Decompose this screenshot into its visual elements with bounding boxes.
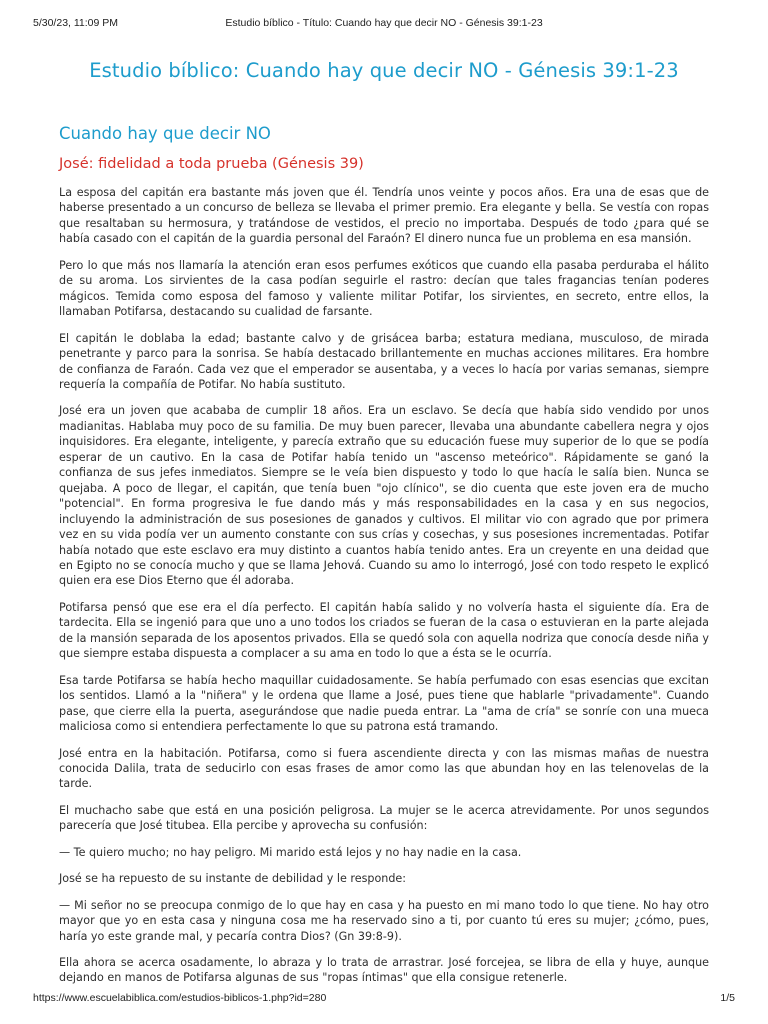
paragraph-1: La esposa del capitán era bastante más joven que él. Tendría unos veinte y pocos años. Era una de esas que de haberse presentado a un concurso de belleza se llevaba el primer premio. Era elegante y bella. Se vestía con ropas que resaltaban su hermosura, y tratándose de vestidos, el precio no importaba. Después de todo ¿para qué se había casado con el capitán de la guardia personal del Faraón? El dinero nunca fue un problema en esa mansión. xyxy=(59,186,709,246)
print-document-title: Estudio bíblico - Título: Cuando hay que decir NO - Génesis 39:1-23 xyxy=(225,17,543,29)
paragraph-11-dialogue: — Mi señor no se preocupa conmigo de lo que hay en casa y ha puesto en mi mano todo lo que tiene. No hay otro mayor que yo en esta casa y ninguna cosa me ha reservado sino a ti, por cuanto tú eres su mujer; ¿cómo, pues, haría yo este grande mal, y pecaría contra Dios? (Gn 39:8-9). xyxy=(59,898,709,943)
print-footer xyxy=(33,992,735,1006)
paragraph-2: Pero lo que más nos llamaría la atención eran esos perfumes exóticos que cuando ella pasaba perduraba el hálito de su aroma. Los sirvientes de la casa podían seguirle el rastro: decían que tales fragancias tenían poderes mágicos. Temida como esposa del famoso y valiente militar Potifar, los sirvientes, en secreto, entre ellos, la llamaban Potifarsa, destacando su cualidad de farsante. xyxy=(59,258,709,319)
paragraph-12: Ella ahora se acerca osadamente, lo abraza y lo trata de arrastrar. José forcejea, se libra de ella y huye, aunque dejando en manos de Potifarsa algunas de sus "ropas íntimas" que ella consigue retenerle. xyxy=(59,956,709,985)
paragraph-9-dialogue: — Te quiero mucho; no hay peligro. Mi marido está lejos y no hay nadie en la casa. xyxy=(59,845,522,859)
paragraph-10: José se ha repuesto de su instante de debilidad y le responde: xyxy=(59,872,406,886)
page-url: https://www.escuelabiblica.com/estudios-biblicos-1.php?id=280 xyxy=(33,992,327,1004)
paragraph-4: José era un joven que acababa de cumplir 18 años. Era un esclavo. Se decía que había sido vendido por unos madianitas. Hablaba muy poco de su familia. De muy buen parecer, llevaba una abundante cabellera negra y ojos inquisidores. Era elegante, inteligente, y parecía extraño que su educación fuese muy superior de lo que se podía esperar de un cautivo. En la casa de Potifar había tenido un "ascenso meteórico". Rápidamente se ganó la confianza de sus jefes inmediatos. Siempre se le veía bien dispuesto y todo lo que hacía le salía bien. Nunca se quejaba. A poco de llegar, el capitán, que tenía buen "ojo clínico", se dio cuenta que este joven era de mucho "potencial". En forma progresiva le fue dando más y más responsabilidades en la casa y en sus negocios, incluyendo la administración de sus posesiones de ganados y cultivos. El militar vio con agrado que por primera vez en su vida podía ver un aumento constante con sus crías y cosechas, y sus posesiones incrementadas. Potifar había notado que este esclavo era muy distinto a cuantos había tenido antes. Era un creyente en una deidad que en Egipto no se conocía mucho y que se llama Jehová. Cuando su amo lo interrogó, José con todo respeto le explicó quien era ese Dios Eterno que él adoraba. xyxy=(59,404,709,588)
subsection-title: José: fidelidad a toda prueba (Génesis 39) xyxy=(59,156,364,172)
paragraph-5: Potifarsa pensó que ese era el día perfecto. El capitán había salido y no volvería hasta el siguiente día. Era de tardecita. Ella se ingenió para que uno a uno todos los criados se fueran de la casa o estuvieran en la parte alejada de la mansión separada de los aposentos privados. Ella se quedó sola con aquella nodriza que conocía desde niña y que siempre estaba dispuesta a complacer a su ama en todo lo que a ésta se le ocurría. xyxy=(59,600,709,661)
paragraph-8: El muchacho sabe que está en una posición peligrosa. La mujer se le acerca atrevidamente. Por unos segundos parecería que José titubea. Ella percibe y aprovecha su confusión: xyxy=(59,803,709,833)
paragraph-6: Esa tarde Potifarsa se había hecho maquillar cuidadosamente. Se había perfumado con esas esencias que excitan los sentidos. Llamó a la "niñera" y le ordena que llame a José, pues tiene que hablarle "privadamente". Cuando pase, que cierre ella la puerta, asegurándose que nadie pueda entrar. La "ama de cría" se sonríe con una mueca maliciosa como si entendiera perfectamente lo que su patrona está tramando. xyxy=(59,673,709,734)
print-header xyxy=(33,17,735,31)
page-title: Estudio bíblico: Cuando hay que decir NO - Génesis 39:1-23 xyxy=(89,59,679,82)
paragraph-7: José entra en la habitación. Potifarsa, como si fuera ascendiente directa y con las mismas mañas de nuestra conocida Dalila, trata de seducirlo con esas frases de amor como las que abundan hoy en las telenovelas de la tarde. xyxy=(59,746,709,791)
print-date: 5/30/23, 11:09 PM xyxy=(33,17,119,29)
paragraph-3: El capitán le doblaba la edad; bastante calvo y de grisácea barba; estatura mediana, musculoso, de mirada penetrante y parco para la sonrisa. Se había destacado brillantemente en muchas acciones militares. Era hombre de confianza de Faraón. Cada vez que el emperador se ausentaba, y a veces lo hacía por varias semanas, siempre requería la compañía de Potifar. No había sustituto. xyxy=(59,331,709,391)
page-number: 1/5 xyxy=(720,992,735,1004)
article-body xyxy=(59,124,709,997)
section-title: Cuando hay que decir NO xyxy=(59,124,271,143)
